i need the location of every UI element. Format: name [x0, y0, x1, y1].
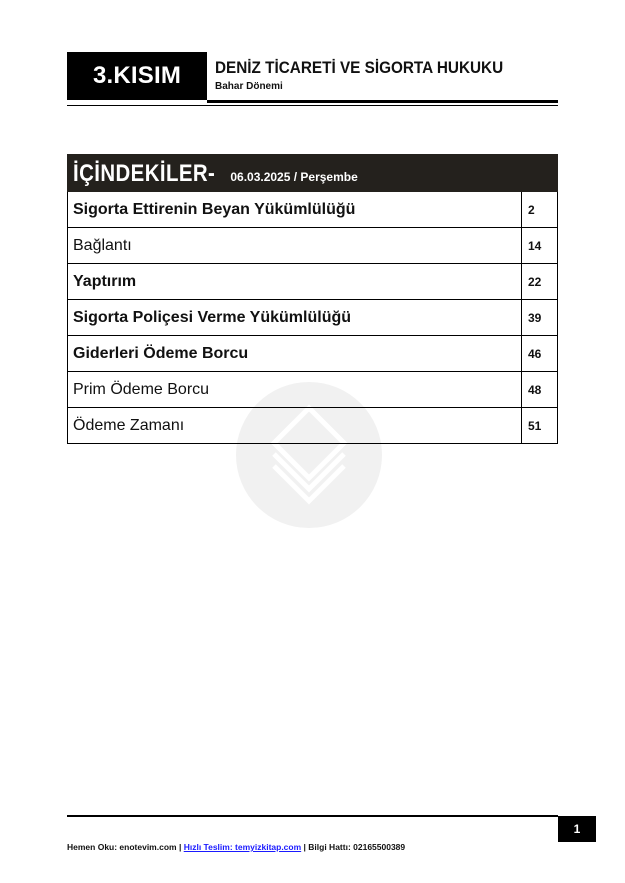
toc-entry-page: 46	[521, 336, 558, 371]
document-subtitle: Bahar Dönemi	[215, 81, 283, 92]
toc-entry-title: Bağlantı	[67, 228, 521, 263]
toc-row[interactable]	[67, 228, 558, 264]
footer-info	[67, 842, 405, 852]
toc-entry-page: 51	[521, 408, 558, 443]
table-of-contents	[67, 154, 558, 444]
section-badge: 3.KISIM	[67, 52, 207, 100]
toc-date: 06.03.2025 / Perşembe	[230, 170, 358, 184]
footer-read-now: Hemen Oku: enotevim.com	[67, 842, 177, 852]
footer-delivery-link[interactable]: Hızlı Teslim: temyizkitap.com	[183, 842, 302, 852]
toc-entry-page: 14	[521, 228, 558, 263]
toc-entry-title: Yaptırım	[67, 264, 521, 299]
toc-heading: İÇİNDEKİLER-	[73, 160, 216, 187]
toc-entry-title: Sigorta Ettirenin Beyan Yükümlülüğü	[67, 192, 521, 227]
footer-rule	[67, 815, 558, 817]
toc-rows	[67, 192, 558, 444]
toc-entry-title: Ödeme Zamanı	[67, 408, 521, 443]
toc-row[interactable]	[67, 192, 558, 228]
header-rule-thick	[207, 100, 558, 103]
toc-entry-title: Sigorta Poliçesi Verme Yükümlülüğü	[67, 300, 521, 335]
toc-entry-page: 48	[521, 372, 558, 407]
toc-entry-page: 22	[521, 264, 558, 299]
toc-row[interactable]	[67, 300, 558, 336]
toc-row[interactable]	[67, 336, 558, 372]
toc-entry-title: Prim Ödeme Borcu	[67, 372, 521, 407]
toc-entry-page: 39	[521, 300, 558, 335]
toc-row[interactable]	[67, 408, 558, 444]
document-title: DENİZ TİCARETİ VE SİGORTA HUKUKU	[215, 58, 504, 77]
page-number: 1	[558, 816, 596, 842]
footer-hotline: Bilgi Hattı: 02165500389	[308, 842, 406, 852]
header-rule-thin	[67, 105, 558, 106]
toc-entry-page: 2	[521, 192, 558, 227]
toc-header	[67, 154, 558, 192]
toc-row[interactable]	[67, 264, 558, 300]
footer-separator: |	[301, 842, 309, 852]
footer-separator: |	[176, 842, 184, 852]
toc-row[interactable]	[67, 372, 558, 408]
toc-entry-title: Giderleri Ödeme Borcu	[67, 336, 521, 371]
